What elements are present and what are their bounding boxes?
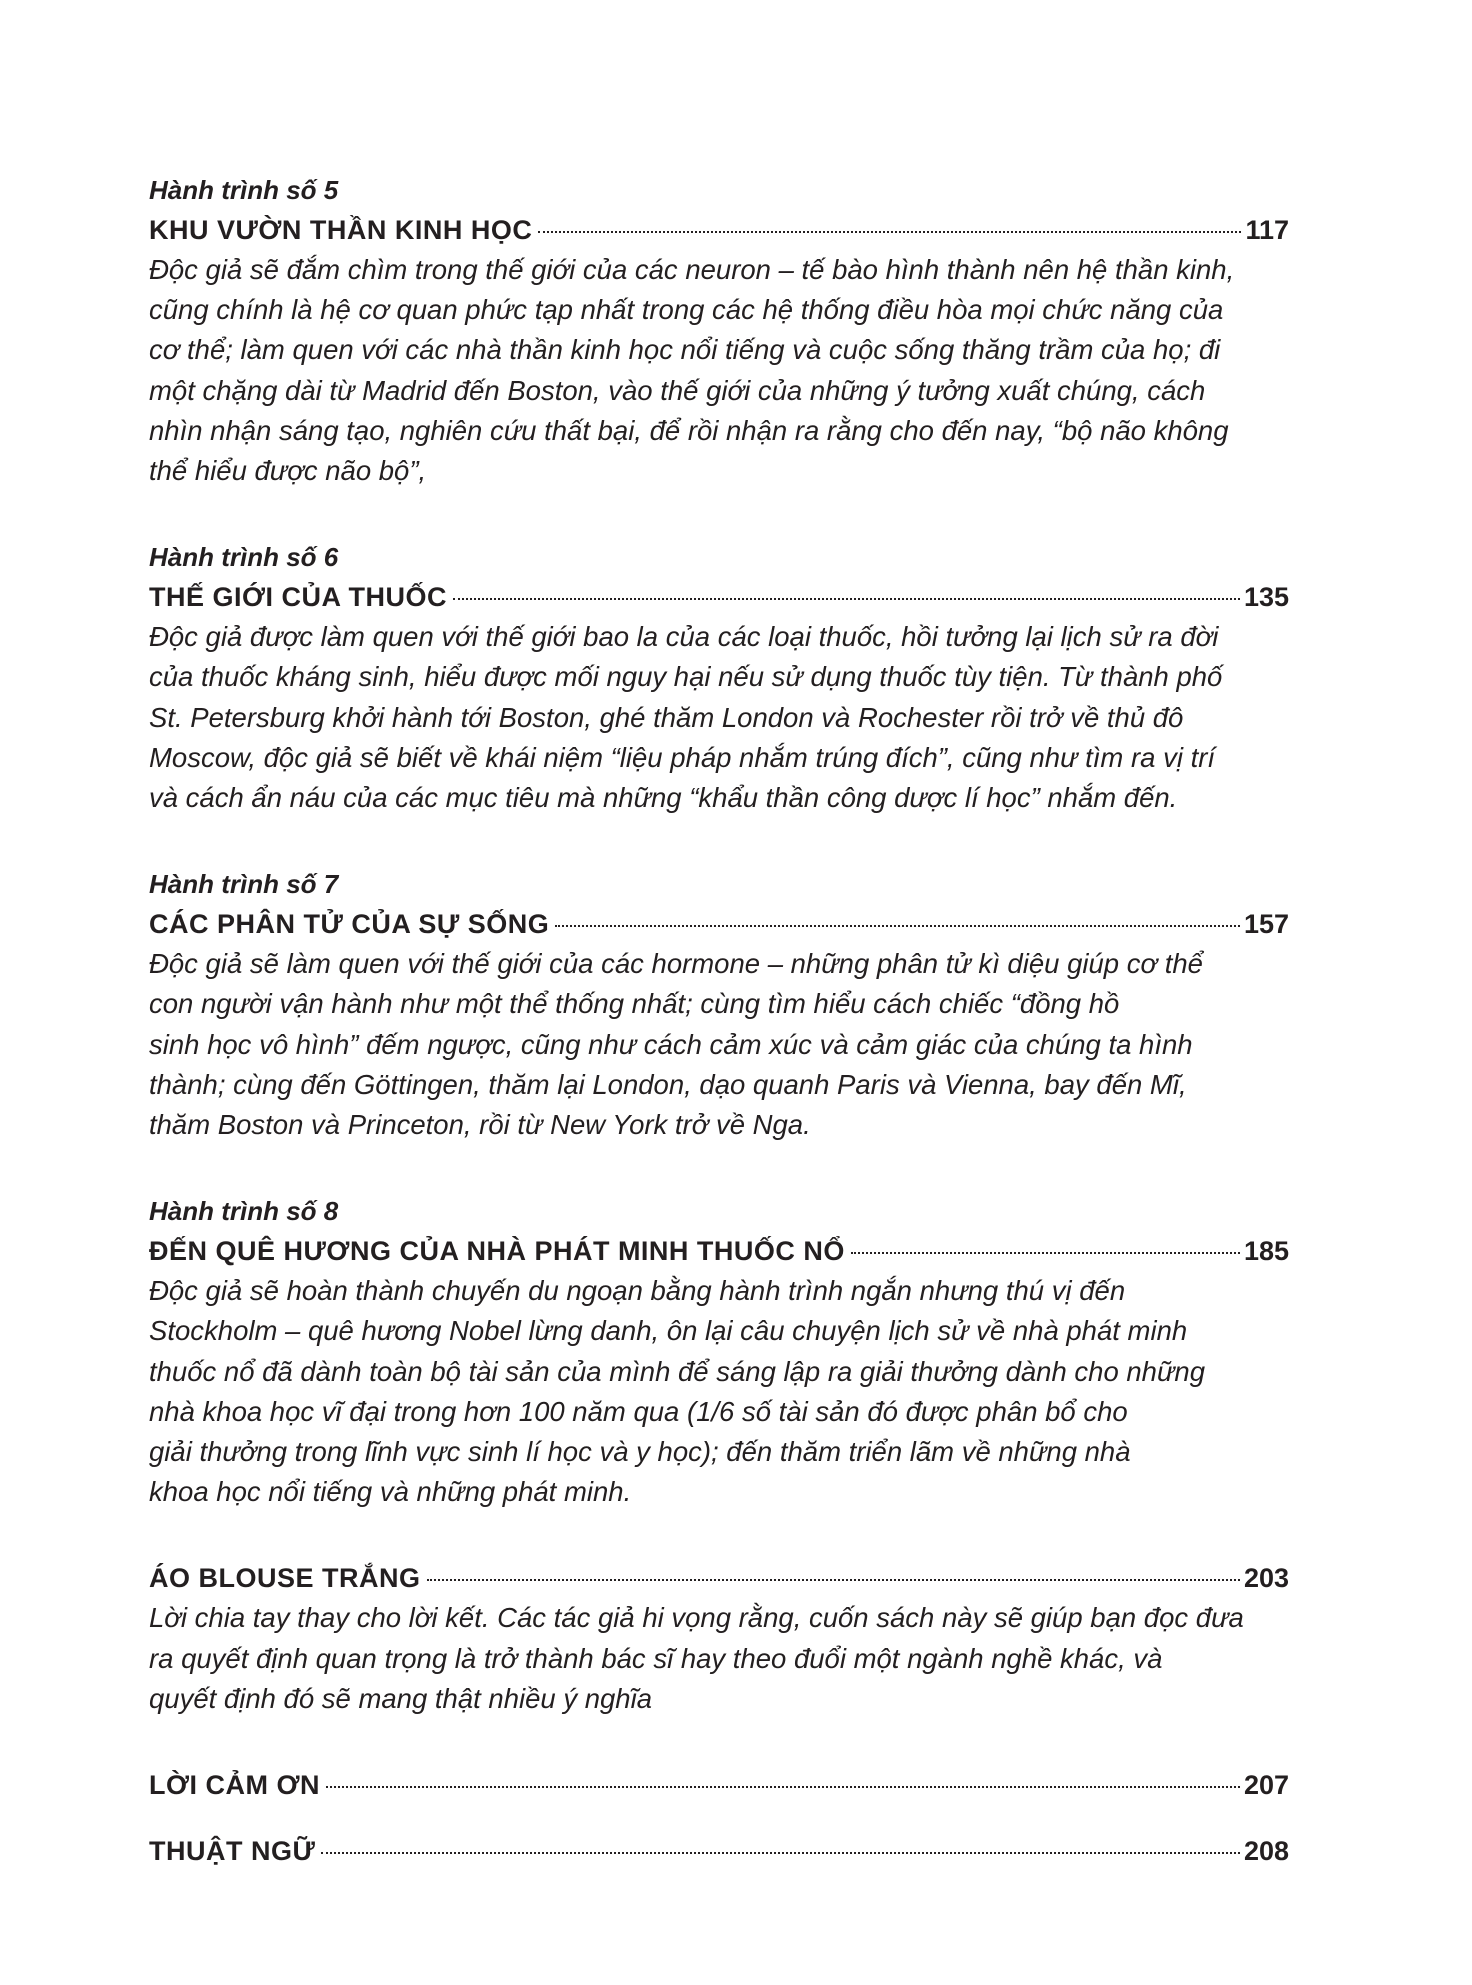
- chapter-title: ÁO BLOUSE TRẮNG: [149, 1563, 421, 1594]
- toc-entry-journey-5: [149, 170, 1289, 491]
- description-line: giải thưởng trong lĩnh vực sinh lí học và y học); đến thăm triển lãm về những nhà: [149, 1436, 1131, 1468]
- description-line: nhà khoa học vĩ đại trong hơn 100 năm qua (1/6 số tài sản đó được phân bổ cho: [149, 1395, 1128, 1427]
- toc-entry-white-coat: [149, 1558, 1289, 1719]
- description-line: cũng chính là hệ cơ quan phức tạp nhất trong các hệ thống điều hòa mọi chức năng của: [149, 294, 1224, 326]
- chapter-description: [149, 1271, 1289, 1512]
- description-line: Moscow, độc giả sẽ biết về khái niệm “liệu pháp nhắm trúng đích”, cũng như tìm ra vị trí: [149, 741, 1216, 773]
- chapter-title: THẾ GIỚI CỦA THUỐC: [149, 582, 448, 613]
- dot-leader: [538, 231, 1241, 233]
- description-line: nhìn nhận sáng tạo, nghiên cứu thất bại, để rồi nhận ra rằng cho đến nay, “bộ não không: [149, 414, 1229, 446]
- toc-title-row[interactable]: [149, 1558, 1289, 1598]
- description-line: thể hiểu được não bộ”,: [149, 455, 427, 487]
- chapter-title: KHU VƯỜN THẦN KINH HỌC: [149, 215, 533, 245]
- toc-entry-glossary: [149, 1831, 1289, 1871]
- toc-title-row[interactable]: [149, 577, 1289, 617]
- description-line: con người vận hành như một thể thống nhất; cùng tìm hiểu cách chiếc “đồng hồ: [149, 988, 1120, 1020]
- chapter-title: LỜI CẢM ƠN: [149, 1770, 321, 1801]
- page-number: 207: [1243, 1770, 1289, 1801]
- description-line: thành; cùng đến Göttingen, thăm lại London, dạo quanh Paris và Vienna, bay đến Mĩ,: [149, 1068, 1187, 1100]
- chapter-title: ĐẾN QUÊ HƯƠNG CỦA NHÀ PHÁT MINH THUỐC NỔ: [149, 1236, 845, 1267]
- description-line: và cách ẩn náu của các mục tiêu mà những “khẩu thần công dược lí học” nhắm đến.: [149, 782, 1178, 814]
- chapter-title: THUẬT NGỮ: [149, 1836, 316, 1867]
- description-line: St. Petersburg khởi hành tới Boston, ghé thăm London và Rochester rồi trở về thủ đô: [149, 701, 1184, 733]
- description-line: Độc giả sẽ hoàn thành chuyến du ngoạn bằng hành trình ngắn nhưng thú vị đến: [149, 1275, 1126, 1307]
- chapter-description: [149, 250, 1289, 491]
- page-number: 185: [1243, 1236, 1289, 1267]
- description-line: Độc giả sẽ đắm chìm trong thế giới của các neuron – tế bào hình thành nên hệ thần kinh,: [149, 254, 1235, 285]
- description-line: Stockholm – quê hương Nobel lừng danh, ôn lại câu chuyện lịch sử về nhà phát minh: [149, 1315, 1188, 1347]
- journey-label: Hành trình số 7: [149, 869, 339, 900]
- description-line: Lời chia tay thay cho lời kết. Các tác giả hi vọng rằng, cuốn sách này sẽ giúp bạn đọc đưa: [149, 1602, 1244, 1634]
- toc-title-row[interactable]: [149, 1231, 1289, 1271]
- journey-label: Hành trình số 6: [149, 542, 339, 573]
- description-line: một chặng dài từ Madrid đến Boston, vào thế giới của những ý tưởng xuất chúng, cách: [149, 374, 1206, 406]
- description-line: thăm Boston và Princeton, rồi từ New York trở về Nga.: [149, 1109, 811, 1141]
- dot-leader: [321, 1852, 1240, 1854]
- dot-leader: [851, 1252, 1240, 1254]
- description-line: cơ thể; làm quen với các nhà thần kinh học nổi tiếng và cuộc sống thăng trầm của họ; đi: [149, 334, 1221, 366]
- toc-entry-journey-8: [149, 1191, 1289, 1512]
- page-number: 135: [1243, 582, 1289, 613]
- page-number: 157: [1243, 909, 1289, 940]
- description-line: sinh học vô hình” đếm ngược, cũng như cách cảm xúc và cảm giác của chúng ta hình: [149, 1028, 1193, 1060]
- page-number: 117: [1245, 215, 1289, 245]
- journey-label: Hành trình số 5: [149, 175, 339, 205]
- page-number: 208: [1243, 1836, 1289, 1867]
- dot-leader: [555, 925, 1240, 927]
- dot-leader: [453, 598, 1240, 600]
- description-line: Độc giả sẽ làm quen với thế giới của các hormone – những phân tử kì diệu giúp cơ thể: [149, 948, 1203, 980]
- chapter-description: [149, 617, 1289, 818]
- description-line: thuốc nổ đã dành toàn bộ tài sản của mình để sáng lập ra giải thưởng dành cho những: [149, 1355, 1205, 1387]
- description-line: ra quyết định quan trọng là trở thành bác sĩ hay theo đuổi một ngành nghề khác, và: [149, 1642, 1163, 1674]
- toc-title-row[interactable]: [149, 210, 1289, 250]
- description-line: Độc giả được làm quen với thế giới bao la của các loại thuốc, hồi tưởng lại lịch sử ra đời: [149, 621, 1219, 653]
- toc-title-row[interactable]: [149, 904, 1289, 944]
- journey-label: Hành trình số 8: [149, 1196, 339, 1227]
- description-line: quyết định đó sẽ mang thật nhiều ý nghĩa: [149, 1682, 653, 1714]
- dot-leader: [326, 1786, 1240, 1788]
- chapter-title: CÁC PHÂN TỬ CỦA SỰ SỐNG: [149, 909, 550, 940]
- toc-title-row[interactable]: [149, 1765, 1289, 1805]
- toc-entry-journey-7: [149, 864, 1289, 1145]
- toc-title-row[interactable]: [149, 1831, 1289, 1871]
- chapter-description: [149, 944, 1289, 1145]
- chapter-description: [149, 1598, 1289, 1719]
- dot-leader: [427, 1579, 1240, 1581]
- table-of-contents: [149, 170, 1289, 1897]
- description-line: khoa học nổi tiếng và những phát minh.: [149, 1476, 632, 1508]
- toc-entry-journey-6: [149, 537, 1289, 818]
- toc-entry-acknowledgements: [149, 1765, 1289, 1805]
- description-line: của thuốc kháng sinh, hiểu được mối nguy hại nếu sử dụng thuốc tùy tiện. Từ thành phố: [149, 661, 1223, 693]
- page-number: 203: [1243, 1563, 1289, 1594]
